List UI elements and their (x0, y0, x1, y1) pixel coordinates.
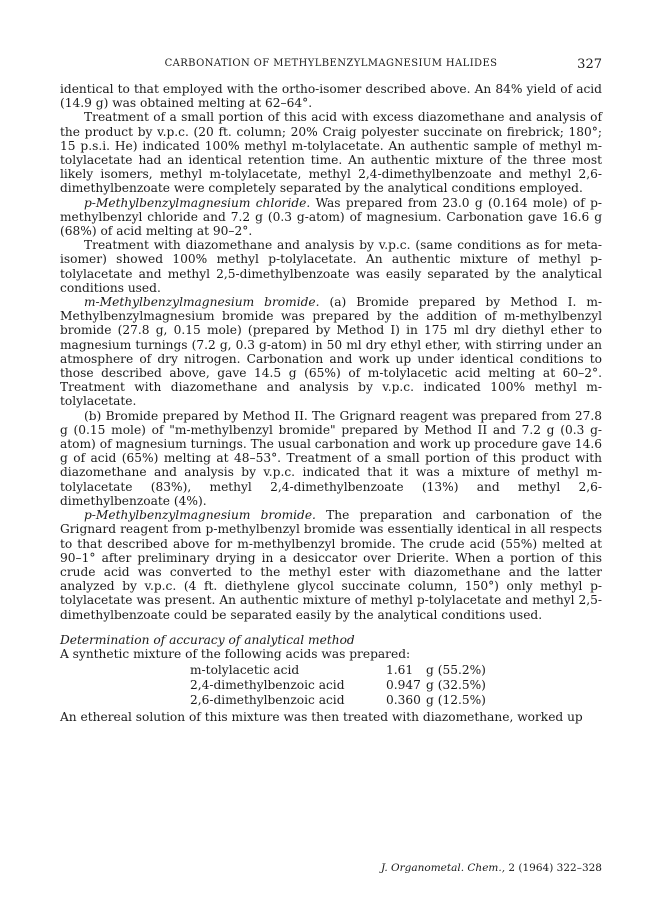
subheading-p-chloride: p-Methylbenzylmagnesium chloride. (84, 195, 311, 210)
running-head: CARBONATION OF METHYLBENZYLMAGNESIUM HALIDES (164, 58, 498, 69)
paragraph-meta-analysis: Treatment of a small portion of this acid with excess diazomethane and analysis of the product by v.p.c. (20 ft. column; 20% Craig polyester succinate on firebrick; 180°; 15 p.s.i. He) indicated 100% methyl m-tolylacetate. An authentic sample of methyl m-tolylacetate had an identical retention time. An authentic mixture of the three most likely isomers, methyl m-tolylacetate, methyl 2,4-dimethylbenzoate and methyl 2,6-dimethylbenzoate were completely separated by the analytical conditions employed. (60, 110, 602, 196)
section-closing: An ethereal solution of this mixture was then treated with diazomethane, worked up (60, 710, 583, 725)
subheading-m-bromide: m-Methylbenzylmagnesium bromide. (84, 295, 320, 310)
mixture-amount: 0.947 (386, 678, 421, 693)
mixture-percent: (12.5%) (437, 693, 486, 708)
mixture-name: 2,4-dimethylbenzoic acid (190, 678, 345, 693)
body-text (60, 82, 602, 724)
paragraph-para-analysis: Treatment with diazomethane and analysis by v.p.c. (same conditions as for meta-isomer) showed 100% methyl p-tolylacetate. An authentic mixture of methyl p-tolylacetate and methyl 2,5-dimethylbenzoate was easily separated by the analytical conditions used. (60, 238, 602, 295)
paragraph-p-bromide-text: The preparation and carbonation of the Grignard reagent from p-methylbenzyl bromide was essentially identical in all respects to that described above for m-methylbenzyl bromide. The crude acid (55%) melted at 90–1° after preliminary drying in a desiccator over Drierite. When a portion of this crude acid was converted to the methyl ester with diazomethane and the latter analyzed by v.p.c. (4 ft. diethylene glycol succinate column, 150°) only methyl p-tolylacetate was present. An authentic mixture of methyl p-tolylacetate and methyl 2,5-dimethylbenzoate could be separated easily by the analytical conditions used. (60, 508, 603, 622)
mixture-table (60, 663, 486, 708)
mixture-amount: 1.61 (386, 663, 414, 678)
mixture-percent: (55.2%) (437, 663, 486, 678)
paragraph-m-bromide-a (60, 295, 602, 409)
page-number: 327 (577, 57, 602, 72)
section-intro: A synthetic mixture of the following acids was prepared: (60, 646, 411, 661)
mixture-row (60, 678, 486, 693)
mixture-name: 2,6-dimethylbenzoic acid (190, 693, 345, 708)
journal-citation (381, 862, 602, 874)
paragraph-p-chloride-text: Was prepared from 23.0 g (0.164 mole) of p-methylbenzyl chloride and 7.2 g (0.3 g-atom) of magnesium. Carbonation gave 16.6 g (68%) of acid melting at 90–2°. (60, 195, 602, 239)
mixture-percent: (32.5%) (437, 678, 486, 693)
paragraph-p-chloride (60, 196, 602, 239)
mixture-unit: g (12.5%) (426, 693, 486, 708)
mixture-amount: 0.360 (386, 693, 421, 708)
paragraph-p-bromide (60, 508, 602, 622)
mixture-name: m-tolylacetic acid (190, 663, 300, 678)
mixture-unit: g (32.5%) (426, 678, 486, 693)
page-header (60, 58, 602, 74)
mixture-unit: g (55.2%) (426, 663, 486, 678)
paragraph-m-bromide-a-text: (a) Bromide prepared by Method I. m-Methylbenzylmagnesium bromide was prepared by the addition of m-methylbenzyl bromide (27.8 g, 0.15 mole) (prepared by Method I) in 175 ml dry diethyl ether to magnesium turnings (7.2 g, 0.3 g-atom) in 50 ml dry ethyl ether, with stirring under an atmosphere of dry nitrogen. Carbonation and work up under identical conditions to those described above, gave 14.5 g (65%) of m-tolylacetic acid melting at 60–2°. Treatment with diazomethane and analysis by v.p.c. indicated 100% methyl m-tolylacetate. (60, 295, 602, 409)
mixture-row (60, 663, 486, 678)
mixture-row (60, 693, 486, 708)
subheading-p-bromide: p-Methylbenzylmagnesium bromide. (84, 508, 316, 523)
journal-name: J. Organometal. Chem., (380, 862, 506, 874)
journal-volume: 2 (1964) 322–328 (505, 862, 602, 874)
paragraph-ortho-yield: identical to that employed with the ortho-isomer described above. An 84% yield of acid (14.9 g) was obtained melting at 62–64°. (60, 82, 602, 111)
paragraph-m-bromide-b: (b) Bromide prepared by Method II. The Grignard reagent was prepared from 27.8 g (0.15 mole) of "m-methylbenzyl bromide" prepared by Method II and 7.2 g (0.3 g-atom) of magnesium turnings. The usual carbonation and work up procedure gave 14.6 g of acid (65%) melting at 48–53°. Treatment of a small portion of this product with diazomethane and analysis by v.p.c. indicated that it was a mixture of methyl m-tolylacetate (83%), methyl 2,4-dimethylbenzoate (13%) and methyl 2,6-dimethylbenzoate (4%). (60, 408, 602, 508)
section-heading: Determination of accuracy of analytical method (60, 632, 355, 647)
